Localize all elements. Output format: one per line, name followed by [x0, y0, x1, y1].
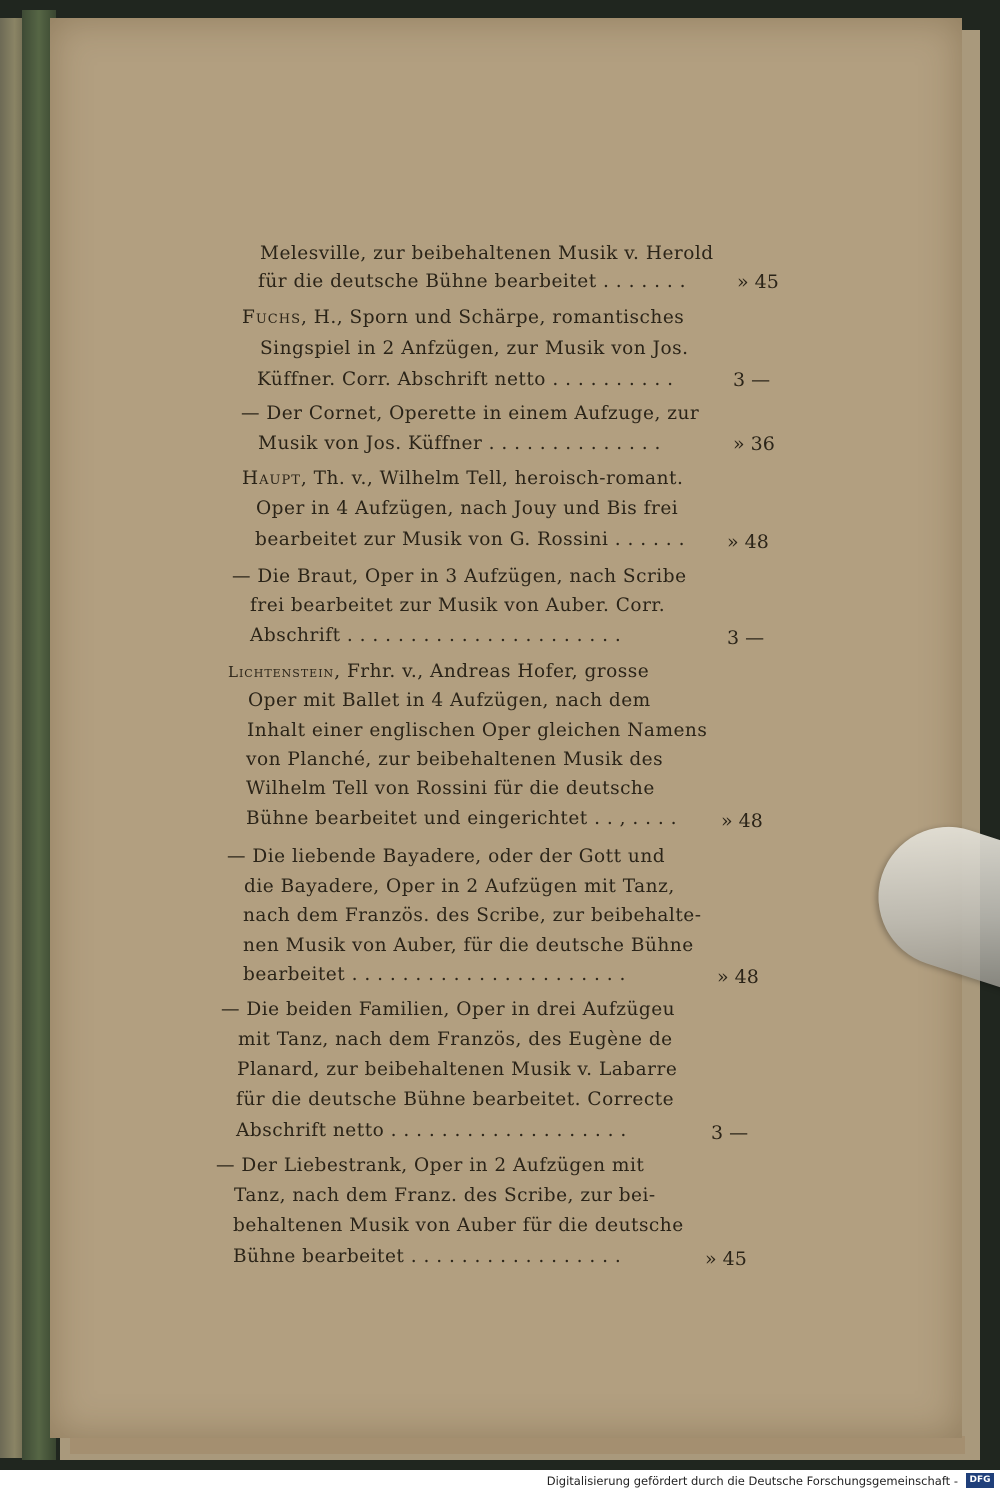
entry-author: Fuchs [242, 307, 301, 328]
entry-line: nen Musik von Auber, für die deutsche Bühne [243, 935, 694, 956]
entry-line: Melesville, zur beibehaltenen Musik v. Herold [260, 243, 714, 264]
entry-line: Planard, zur beibehaltenen Musik v. Labarre [237, 1059, 678, 1080]
entry-price: 3 — [711, 1122, 749, 1144]
entry-line: Oper mit Ballet in 4 Aufzügen, nach dem [248, 690, 651, 711]
entry-line: Musik von Jos. Küffner . . . . . . . . . . . . . . [258, 433, 661, 454]
entry-price: 3 — [727, 627, 765, 649]
entry-price: 3 — [733, 369, 771, 391]
entry-line: Bühne bearbeitet und eingerichtet . . , . . . . [246, 808, 678, 829]
entry-line: Abschrift netto . . . . . . . . . . . . . . . . . . . [236, 1120, 627, 1141]
entry-line: mit Tanz, nach dem Französ, des Eugène de [238, 1029, 673, 1050]
entry-price: » 36 [733, 433, 775, 455]
entry-line: — Der Liebestrank, Oper in 2 Aufzügen mit [216, 1155, 645, 1176]
entry-line: Fuchs, H., Sporn und Schärpe, romantisches [242, 307, 685, 328]
page-stack-edge [70, 1436, 965, 1454]
entry-line: bearbeitet zur Musik von G. Rossini . . . . . . [255, 529, 685, 550]
entry-line: Inhalt einer englischen Oper gleichen Namens [247, 720, 708, 741]
entry-line: — Der Cornet, Operette in einem Aufzuge, zur [241, 403, 700, 424]
entry-line: Oper in 4 Aufzügen, nach Jouy und Bis frei [256, 498, 679, 519]
footer-bar [0, 1470, 1000, 1493]
entry-line: Bühne bearbeitet . . . . . . . . . . . . . . . . . [233, 1246, 622, 1267]
entry-line: Wilhelm Tell von Rossini für die deutsche [246, 778, 655, 799]
entry-author: Haupt [242, 468, 301, 489]
entry-price: » 45 [737, 271, 779, 293]
entry-price: » 48 [721, 810, 763, 832]
entry-line: von Planché, zur beibehaltenen Musik des [246, 749, 664, 770]
entry-line: — Die Braut, Oper in 3 Aufzügen, nach Scribe [232, 566, 687, 587]
entry-line: nach dem Französ. des Scribe, zur beibehalte- [243, 905, 702, 926]
entry-price: » 48 [727, 531, 769, 553]
entry-line: Küffner. Corr. Abschrift netto . . . . . . . . . . [257, 369, 674, 390]
entry-line: frei bearbeitet zur Musik von Auber. Corr. [250, 595, 666, 616]
funding-notice: Digitalisierung gefördert durch die Deutsche Forschungsgemeinschaft - [546, 1474, 958, 1488]
entry-line: — Die beiden Familien, Oper in drei Aufzügeu [221, 999, 676, 1020]
entry-line: bearbeitet . . . . . . . . . . . . . . . . . . . . . . [243, 964, 626, 985]
entry-price: » 45 [705, 1248, 747, 1270]
entry-line: Singspiel in 2 Anfzügen, zur Musik von Jos. [260, 338, 689, 359]
entry-line: behaltenen Musik von Auber für die deutsche [233, 1215, 684, 1236]
entry-line: Lichtenstein, Frhr. v., Andreas Hofer, grosse [228, 661, 650, 682]
dfg-logo[interactable]: DFG [966, 1473, 994, 1488]
entry-line: für die deutsche Bühne bearbeitet . . . . . . . [258, 271, 686, 292]
entry-author: Lichtenstein [228, 663, 335, 681]
entry-line: Tanz, nach dem Franz. des Scribe, zur bei- [234, 1185, 656, 1206]
entry-price: » 48 [717, 966, 759, 988]
entry-line: Haupt, Th. v., Wilhelm Tell, heroisch-romant. [242, 468, 684, 489]
entry-line: die Bayadere, Oper in 2 Aufzügen mit Tanz, [244, 876, 675, 897]
entry-line: für die deutsche Bühne bearbeitet. Correcte [236, 1089, 675, 1110]
entry-line: Abschrift . . . . . . . . . . . . . . . . . . . . . . [250, 625, 622, 646]
entry-line: — Die liebende Bayadere, oder der Gott und [227, 846, 666, 867]
